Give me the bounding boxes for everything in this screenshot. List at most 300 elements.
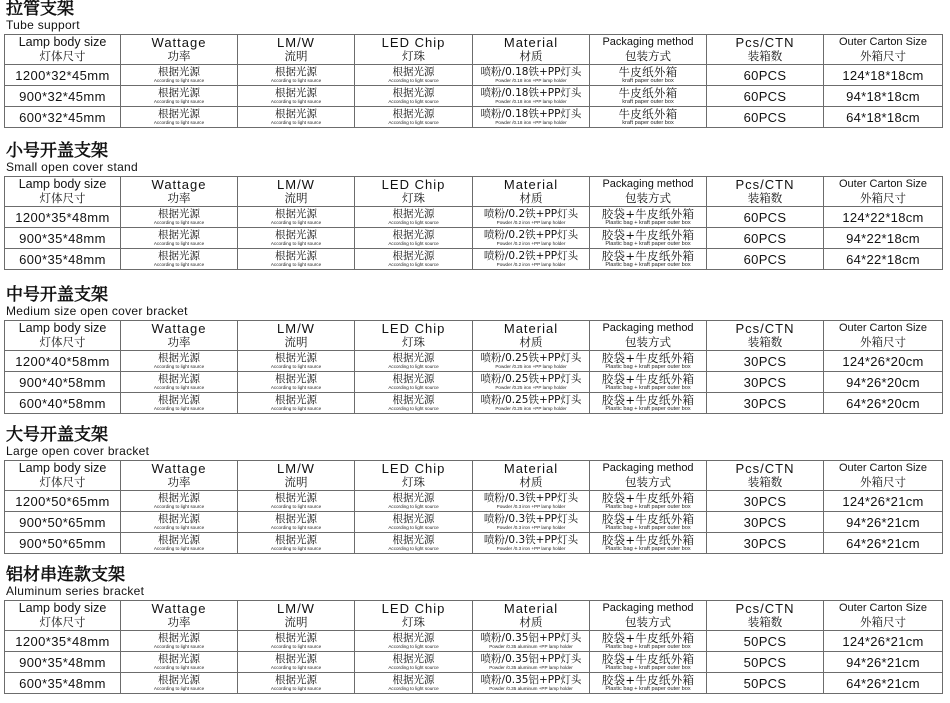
cell-pcs: 30PCS: [707, 372, 824, 393]
cell-pcs: 30PCS: [707, 491, 824, 512]
header-cell-packaging: [590, 461, 707, 491]
header-cell-packaging: [590, 177, 707, 207]
cell-led-chip: [355, 512, 473, 533]
cell-en: Powder /0.3 iron +PP lamp holder: [496, 503, 566, 509]
cell-packaging: [590, 631, 707, 652]
header-en: LM/W: [277, 321, 315, 336]
cell-en: Powder /0.25 iron +PP lamp holder: [495, 384, 567, 390]
cell-en: According to light source: [153, 77, 205, 83]
header-cn: 功率: [167, 191, 191, 205]
header-en: Material: [503, 321, 559, 336]
cell-cn: 胶袋+牛皮纸外箱: [601, 206, 695, 221]
header-cn: 灯体尺寸: [39, 475, 86, 489]
cell-material: [473, 207, 590, 228]
cell-led-chip: [355, 65, 473, 86]
header-cn: 装箱数: [747, 191, 783, 205]
cell-en: Plastic bag + kraft paper outer box: [605, 503, 691, 510]
header-en: Outer Carton Size: [838, 36, 928, 48]
cell-cn: 根据光源: [275, 491, 317, 504]
cell-packaging: [590, 207, 707, 228]
cell-material: [473, 65, 590, 86]
header-cell-material: [473, 35, 590, 65]
cell-en: According to light source: [270, 405, 322, 411]
header-cn: 材质: [519, 49, 543, 63]
header-en: Material: [503, 35, 559, 50]
header-cn: 功率: [167, 475, 191, 489]
cell-cn: 根据光源: [392, 372, 435, 385]
cell-led-chip: [355, 631, 473, 652]
cell-cn: 根据光源: [158, 107, 200, 120]
cell-en: Plastic bag + kraft paper outer box: [605, 405, 691, 412]
header-cn: 灯珠: [402, 475, 425, 489]
cell-cn: 胶袋+牛皮纸外箱: [601, 392, 695, 407]
header-en: Packaging method: [602, 322, 694, 334]
cell-cn: 胶袋+牛皮纸外箱: [601, 350, 695, 365]
header-en: LED Chip: [381, 177, 446, 192]
header-row: [5, 177, 943, 207]
header-en: Outer Carton Size: [838, 462, 928, 474]
cell-lmw: [238, 673, 355, 694]
cell-cn: 喷粉/0.3铁+PP灯头: [483, 491, 579, 504]
section-subtitle: Aluminum series bracket: [6, 584, 145, 598]
header-cn: 材质: [519, 615, 543, 629]
cell-cn: 胶袋+牛皮纸外箱: [601, 672, 695, 687]
cell-en: Powder /0.35 aluminum +PP lamp holder: [489, 685, 573, 691]
cell-size: 900*50*65mm: [5, 512, 121, 533]
cell-cn: 根据光源: [275, 207, 317, 220]
cell-packaging: [590, 673, 707, 694]
cell-wattage: [121, 107, 238, 128]
header-en: Lamp body size: [18, 321, 107, 335]
cell-en: According to light source: [388, 119, 439, 125]
cell-wattage: [121, 249, 238, 270]
cell-en: According to light source: [270, 685, 322, 691]
cell-cn: 胶袋+牛皮纸外箱: [601, 227, 695, 242]
cell-cn: 根据光源: [275, 65, 317, 78]
cell-material: [473, 673, 590, 694]
cell-pcs: 60PCS: [707, 228, 824, 249]
table-row: [5, 652, 943, 673]
cell-cn: 根据光源: [158, 652, 200, 665]
header-cell-wattage: [121, 35, 238, 65]
cell-lmw: [238, 393, 355, 414]
cell-cn: 根据光源: [392, 65, 435, 78]
cell-cn: 喷粉/0.3铁+PP灯头: [483, 533, 579, 546]
cell-cn: 根据光源: [275, 652, 317, 665]
section-title: 拉管支架: [6, 0, 74, 19]
cell-cn: 根据光源: [158, 207, 200, 220]
header-cn: 包装方式: [625, 191, 671, 205]
header-cell-carton: [824, 321, 943, 351]
cell-cn: 根据光源: [275, 512, 317, 525]
cell-lmw: [238, 207, 355, 228]
cell-lmw: [238, 652, 355, 673]
header-en: Wattage: [151, 321, 207, 336]
table-row: [5, 249, 943, 270]
header-en: Material: [503, 177, 559, 192]
header-en: Packaging method: [602, 602, 694, 614]
cell-size: 1200*32*45mm: [5, 65, 121, 86]
header-cell-wattage: [121, 601, 238, 631]
cell-led-chip: [355, 393, 473, 414]
cell-cn: 根据光源: [275, 249, 317, 262]
cell-material: [473, 533, 590, 554]
cell-material: [473, 491, 590, 512]
cell-en: Powder /0.2 iron +PP lamp holder: [496, 240, 566, 246]
cell-cn: 喷粉/0.18铁+PP灯头: [480, 65, 582, 78]
header-cell-carton: [824, 601, 943, 631]
header-cell-carton: [824, 177, 943, 207]
cell-en: According to light source: [153, 664, 205, 670]
table-row: [5, 65, 943, 86]
cell-en: According to light source: [270, 363, 322, 369]
cell-cn: 牛皮纸外箱: [618, 64, 678, 79]
cell-carton: 64*22*18cm: [824, 249, 943, 270]
cell-cn: 根据光源: [392, 533, 435, 546]
header-en: LED Chip: [381, 35, 446, 50]
cell-lmw: [238, 228, 355, 249]
cell-led-chip: [355, 207, 473, 228]
cell-cn: 根据光源: [275, 673, 317, 686]
cell-packaging: [590, 107, 707, 128]
cell-en: According to light source: [270, 664, 322, 670]
spec-table: [4, 34, 943, 128]
header-cn: 装箱数: [747, 475, 783, 489]
cell-cn: 根据光源: [392, 393, 435, 406]
header-en: Wattage: [151, 461, 207, 476]
cell-carton: 94*18*18cm: [824, 86, 943, 107]
table-row: [5, 228, 943, 249]
cell-pcs: 50PCS: [707, 673, 824, 694]
cell-en: According to light source: [270, 545, 322, 551]
cell-en: kraft paper outer box: [622, 119, 674, 126]
table-row: [5, 107, 943, 128]
header-row: [5, 601, 943, 631]
table-row: [5, 512, 943, 533]
cell-cn: 根据光源: [158, 631, 200, 644]
cell-en: Powder /0.18 iron +PP lamp holder: [495, 77, 567, 83]
cell-cn: 根据光源: [392, 207, 435, 220]
cell-cn: 胶袋+牛皮纸外箱: [601, 651, 695, 666]
header-cell-lmw: [238, 177, 355, 207]
header-en: Outer Carton Size: [838, 178, 928, 190]
cell-material: [473, 228, 590, 249]
cell-en: According to light source: [388, 98, 439, 104]
cell-en: Powder /0.2 iron +PP lamp holder: [496, 219, 566, 225]
table-row: [5, 372, 943, 393]
header-cell-packaging: [590, 35, 707, 65]
cell-lmw: [238, 107, 355, 128]
cell-cn: 根据光源: [158, 533, 200, 546]
header-en: Lamp body size: [18, 461, 107, 475]
cell-led-chip: [355, 673, 473, 694]
cell-en: Plastic bag + kraft paper outer box: [605, 363, 691, 370]
section-title: 铝材串连款支架: [6, 565, 125, 585]
cell-wattage: [121, 65, 238, 86]
cell-pcs: 30PCS: [707, 351, 824, 372]
header-cell-lmw: [238, 35, 355, 65]
header-cn: 外箱尺寸: [860, 615, 906, 629]
cell-en: Powder /0.35 aluminum +PP lamp holder: [489, 664, 573, 670]
cell-packaging: [590, 249, 707, 270]
cell-en: According to light source: [270, 384, 322, 390]
header-cell-material: [473, 461, 590, 491]
cell-en: According to light source: [388, 524, 439, 530]
cell-en: Powder /0.18 iron +PP lamp holder: [495, 98, 567, 104]
cell-pcs: 60PCS: [707, 249, 824, 270]
header-en: Pcs/CTN: [735, 321, 795, 336]
cell-lmw: [238, 65, 355, 86]
header-cn: 灯珠: [402, 191, 425, 205]
cell-led-chip: [355, 372, 473, 393]
cell-pcs: 60PCS: [707, 65, 824, 86]
cell-cn: 根据光源: [158, 393, 200, 406]
cell-cn: 喷粉/0.18铁+PP灯头: [480, 107, 582, 120]
cell-material: [473, 86, 590, 107]
header-en: Packaging method: [602, 36, 694, 48]
cell-en: Powder /0.2 iron +PP lamp holder: [496, 261, 566, 267]
cell-en: According to light source: [270, 503, 322, 509]
cell-size: 600*32*45mm: [5, 107, 121, 128]
cell-en: According to light source: [153, 545, 205, 551]
cell-en: According to light source: [270, 98, 322, 104]
table-row: [5, 351, 943, 372]
header-cell-size: [5, 321, 121, 351]
header-cn: 装箱数: [747, 335, 783, 349]
cell-wattage: [121, 393, 238, 414]
header-en: Lamp body size: [18, 177, 107, 191]
cell-en: According to light source: [388, 503, 439, 509]
cell-size: 900*35*48mm: [5, 652, 121, 673]
cell-material: [473, 107, 590, 128]
cell-en: According to light source: [153, 119, 205, 125]
cell-packaging: [590, 533, 707, 554]
table-row: [5, 491, 943, 512]
cell-pcs: 60PCS: [707, 107, 824, 128]
cell-size: 900*50*65mm: [5, 533, 121, 554]
cell-wattage: [121, 207, 238, 228]
product-section: [4, 426, 942, 554]
header-cell-material: [473, 177, 590, 207]
product-section: [4, 0, 942, 128]
header-en: LM/W: [277, 177, 315, 192]
header-en: Packaging method: [602, 178, 694, 190]
cell-carton: 94*26*20cm: [824, 372, 943, 393]
header-cell-size: [5, 601, 121, 631]
header-en: Outer Carton Size: [838, 602, 928, 614]
cell-led-chip: [355, 228, 473, 249]
cell-en: Plastic bag + kraft paper outer box: [605, 643, 691, 650]
cell-cn: 牛皮纸外箱: [618, 106, 678, 121]
cell-cn: 根据光源: [158, 372, 200, 385]
cell-cn: 根据光源: [392, 86, 435, 99]
cell-cn: 根据光源: [392, 107, 435, 120]
header-row: [5, 35, 943, 65]
cell-en: According to light source: [270, 119, 322, 125]
cell-en: According to light source: [270, 240, 322, 246]
cell-cn: 喷粉/0.35铝+PP灯头: [480, 631, 582, 644]
cell-en: According to light source: [153, 685, 205, 691]
header-cn: 功率: [167, 615, 191, 629]
header-cn: 装箱数: [747, 49, 783, 63]
cell-carton: 124*18*18cm: [824, 65, 943, 86]
cell-cn: 根据光源: [275, 107, 317, 120]
header-cn: 灯珠: [402, 335, 425, 349]
header-cn: 外箱尺寸: [860, 335, 906, 349]
cell-material: [473, 512, 590, 533]
cell-cn: 根据光源: [392, 512, 435, 525]
cell-en: According to light source: [270, 261, 322, 267]
cell-lmw: [238, 372, 355, 393]
header-cell-wattage: [121, 461, 238, 491]
cell-packaging: [590, 512, 707, 533]
spec-table: [4, 320, 943, 414]
cell-wattage: [121, 86, 238, 107]
cell-lmw: [238, 533, 355, 554]
cell-led-chip: [355, 107, 473, 128]
cell-en: According to light source: [153, 240, 205, 246]
cell-en: According to light source: [388, 219, 439, 225]
header-cell-packaging: [590, 601, 707, 631]
cell-cn: 牛皮纸外箱: [618, 85, 678, 100]
cell-en: According to light source: [153, 98, 205, 104]
cell-cn: 喷粉/0.25铁+PP灯头: [480, 351, 582, 364]
spec-table: [4, 460, 943, 554]
cell-en: According to light source: [270, 77, 322, 83]
table-row: [5, 533, 943, 554]
cell-size: 1200*40*58mm: [5, 351, 121, 372]
cell-cn: 根据光源: [158, 65, 200, 78]
header-cell-pcs: [707, 177, 824, 207]
cell-wattage: [121, 491, 238, 512]
header-cell-material: [473, 321, 590, 351]
table-row: [5, 393, 943, 414]
cell-carton: 124*22*18cm: [824, 207, 943, 228]
cell-led-chip: [355, 652, 473, 673]
header-cn: 材质: [519, 335, 543, 349]
header-cn: 灯体尺寸: [39, 49, 86, 63]
header-cell-led-chip: [355, 461, 473, 491]
cell-cn: 喷粉/0.18铁+PP灯头: [480, 86, 582, 99]
cell-en: Plastic bag + kraft paper outer box: [605, 664, 691, 671]
cell-size: 600*35*48mm: [5, 249, 121, 270]
cell-en: According to light source: [153, 384, 205, 390]
cell-cn: 胶袋+牛皮纸外箱: [601, 490, 695, 505]
cell-en: According to light source: [153, 524, 205, 530]
cell-en: According to light source: [388, 384, 439, 390]
cell-en: According to light source: [153, 643, 205, 649]
cell-en: According to light source: [153, 219, 205, 225]
cell-en: Plastic bag + kraft paper outer box: [605, 384, 691, 391]
cell-pcs: 50PCS: [707, 652, 824, 673]
cell-wattage: [121, 652, 238, 673]
cell-cn: 喷粉/0.35铝+PP灯头: [480, 652, 582, 665]
cell-carton: 94*22*18cm: [824, 228, 943, 249]
cell-en: Powder /0.25 iron +PP lamp holder: [495, 363, 567, 369]
section-title: 中号开盖支架: [6, 285, 108, 305]
section-title: 小号开盖支架: [6, 141, 108, 161]
cell-cn: 根据光源: [158, 512, 200, 525]
cell-lmw: [238, 351, 355, 372]
cell-cn: 根据光源: [392, 351, 435, 364]
cell-lmw: [238, 491, 355, 512]
cell-wattage: [121, 351, 238, 372]
cell-size: 1200*35*48mm: [5, 207, 121, 228]
cell-pcs: 30PCS: [707, 393, 824, 414]
cell-en: According to light source: [270, 643, 322, 649]
header-cn: 外箱尺寸: [860, 49, 906, 63]
product-section: [4, 286, 942, 414]
header-cell-wattage: [121, 177, 238, 207]
cell-cn: 喷粉/0.2铁+PP灯头: [483, 207, 579, 220]
table-row: [5, 631, 943, 652]
cell-material: [473, 351, 590, 372]
header-row: [5, 461, 943, 491]
cell-pcs: 50PCS: [707, 631, 824, 652]
header-en: Material: [503, 461, 559, 476]
cell-material: [473, 652, 590, 673]
header-cn: 灯体尺寸: [39, 335, 86, 349]
cell-en: According to light source: [270, 219, 322, 225]
cell-wattage: [121, 372, 238, 393]
cell-cn: 根据光源: [158, 249, 200, 262]
cell-size: 900*35*48mm: [5, 228, 121, 249]
header-cell-material: [473, 601, 590, 631]
header-en: Pcs/CTN: [735, 461, 795, 476]
header-en: LM/W: [277, 601, 315, 616]
cell-cn: 根据光源: [392, 673, 435, 686]
cell-cn: 根据光源: [392, 652, 435, 665]
header-cell-lmw: [238, 321, 355, 351]
cell-packaging: [590, 372, 707, 393]
header-cn: 灯体尺寸: [39, 191, 86, 205]
header-en: Lamp body size: [18, 601, 107, 615]
header-cn: 功率: [167, 335, 191, 349]
cell-material: [473, 372, 590, 393]
header-cn: 流明: [284, 475, 308, 489]
header-cell-size: [5, 35, 121, 65]
header-row: [5, 321, 943, 351]
cell-size: 900*32*45mm: [5, 86, 121, 107]
cell-cn: 胶袋+牛皮纸外箱: [601, 371, 695, 386]
header-cell-led-chip: [355, 177, 473, 207]
cell-lmw: [238, 249, 355, 270]
cell-en: Powder /0.25 iron +PP lamp holder: [495, 405, 567, 411]
cell-en: Powder /0.35 aluminum +PP lamp holder: [489, 643, 573, 649]
header-en: LED Chip: [381, 601, 446, 616]
cell-cn: 根据光源: [392, 491, 435, 504]
header-cell-lmw: [238, 601, 355, 631]
header-cn: 灯珠: [402, 615, 425, 629]
header-cell-led-chip: [355, 601, 473, 631]
cell-carton: 94*26*21cm: [824, 652, 943, 673]
header-cn: 装箱数: [747, 615, 783, 629]
cell-en: Plastic bag + kraft paper outer box: [605, 524, 691, 531]
cell-packaging: [590, 228, 707, 249]
header-cell-carton: [824, 461, 943, 491]
header-cn: 包装方式: [625, 475, 671, 489]
header-cell-carton: [824, 35, 943, 65]
header-en: LED Chip: [381, 461, 446, 476]
cell-en: Powder /0.3 iron +PP lamp holder: [496, 545, 566, 551]
cell-cn: 胶袋+牛皮纸外箱: [601, 511, 695, 526]
cell-cn: 根据光源: [275, 631, 317, 644]
cell-pcs: 60PCS: [707, 207, 824, 228]
header-cell-led-chip: [355, 35, 473, 65]
header-en: Material: [503, 601, 559, 616]
section-title: 大号开盖支架: [6, 425, 108, 445]
header-cell-size: [5, 177, 121, 207]
